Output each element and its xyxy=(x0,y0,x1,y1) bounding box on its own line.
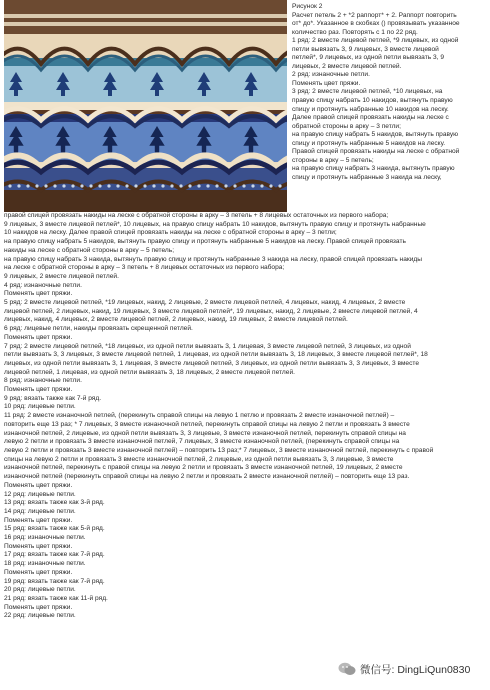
knitting-sample-photo xyxy=(4,0,287,212)
intro-line: Поменять цвет пряжи. xyxy=(292,79,361,87)
instruction-line: 9 лицевых, 2 вместе лицевой петлей. xyxy=(4,272,119,280)
instruction-line: накиды на леске с обратной стороны в арку – 5 петель; xyxy=(4,246,175,254)
instruction-line: изнаночной петлей, перекинуть с правой спицы на левую 2 петли и провязать 3 вместе изнаночной петлей, 19 лицевых, 2 вместе xyxy=(4,464,403,472)
watermark-text: 微信号: DingLiQun0830 xyxy=(360,663,471,676)
intro-line: 2 ряд: изнаночные петли. xyxy=(292,71,370,79)
pattern-intro-text xyxy=(292,3,488,182)
instruction-line: левую 2 петли и провязать 3 вместе изнаночной петлей, 7 лицевых, 3 вместе изнаночной петлей, (перекинуть справой спицы на xyxy=(4,438,400,446)
instruction-line: 13 ряд: вязать также как 3-й ряд. xyxy=(4,499,105,507)
instruction-line: повторить еще 13 раз; * 7 лицевых, 3 вместе изнаночной петлей, перекинуть справой спицы на левую 2 петли и провязать 3 вместе xyxy=(4,420,410,428)
intro-line: петлей*, 9 лицевых, из одной петли вывязать 3, 9 xyxy=(292,54,444,62)
instruction-line: петли вывязать 3, 3 лицевых, 3 вместе лицевой петлей, 1 лицевая, из одной петли вывязать 3, 18 лицевых, 3 вместе лицевой петлей*, 18 xyxy=(4,351,428,359)
instruction-line: 5 ряд: 2 вместе лицевой петлей, *19 лицевых, накид, 2 лицевые, 2 вместе лицевой петлей, 4 лицевых, накид, 4 лицевых, 2 вместе xyxy=(4,299,406,307)
wechat-icon xyxy=(338,662,356,676)
instruction-line: Поменять цвет пряжи. xyxy=(4,516,73,524)
instruction-line: 18 ряд: изнаночные петли. xyxy=(4,560,86,568)
intro-line: от* до*. Указанное в скобках () провязывать указанное xyxy=(292,20,460,28)
instruction-line: 7 ряд: 2 вместе лицевой петлей, *18 лицевых, из одной петли вывязать 3, 1 лицевая, 3 вместе лицевой петлей, 3 лицевых, из одной xyxy=(4,342,411,350)
intro-line: лицевых, 2 вместе лицевой петлей. xyxy=(292,62,402,70)
intro-line: Расчет петель 2 + *2 раппорт* + 2. Раппорт повторить xyxy=(292,11,457,19)
instruction-line: Поменять цвет пряжи. xyxy=(4,542,73,550)
instruction-line: на правую спицу набрать 3 накида, вытянуть правую спицу и протянуть набранные 3 накида на леску, правой спицей провязать накиды xyxy=(4,255,423,263)
intro-line: спицу и протянуть набранные 10 накидов на леску. xyxy=(292,105,449,113)
instruction-line: 10 ряд: лицевые петли. xyxy=(4,403,76,411)
intro-line: правую спицу набрать 10 накидов, вытянуть правую xyxy=(292,97,453,105)
instruction-line: 20 ряд: лицевые петли. xyxy=(4,586,76,594)
instruction-line: Поменять цвет пряжи. xyxy=(4,568,73,576)
instruction-line: 9 лицевых, 3 вместе лицевой петлей*, 10 лицевых, на правую спицу набрать 10 накидов, вытянуть правую спицу и протянуть набранные xyxy=(4,220,426,228)
intro-line: на правую спицу набрать 3 накида, вытянуть правую xyxy=(292,165,455,173)
instruction-line: Поменять цвет пряжи. xyxy=(4,481,73,489)
instruction-line: 9 ряд: вязать также как 7-й ряд. xyxy=(4,394,102,402)
instruction-line: на леске с обратной стороны в арку – 3 петель + 8 лицевых остаточных из первого набора; xyxy=(4,264,285,272)
instruction-line: 8 ряд: изнаночные петли. xyxy=(4,377,82,385)
intro-line: Правой спицей провязать накиды на леске с обратной xyxy=(292,148,460,156)
instruction-line: левую 2 петли и провязать 3 вместе изнаночной петлей) – повторить 13 раз;* 7 лицевых, 3 вместе изнаночной петлей, перекинуть с правой xyxy=(4,446,434,454)
intro-line: 3 ряд: 2 вместе лицевой петлей, *10 лицевых, на xyxy=(292,88,443,96)
instruction-line: 15 ряд: вязать также как 5-й ряд. xyxy=(4,525,105,533)
watermark xyxy=(338,659,470,679)
instruction-line: спицы на левую 2 петли и провязать 3 вместе изнаночной петлей, 2 лицевые, из одной петли вывязать 3, 3 лицевые, 3 вместе xyxy=(4,455,394,463)
instruction-line: изнаночной петлей (перекинуть справой спицы на левую 2 петли и провязать 2 вместе изнаночной петлей) – повторить еще 13 раз. xyxy=(4,473,410,481)
instruction-line: 16 ряд: изнаночные петли. xyxy=(4,534,86,542)
instruction-line: Поменять цвет пряжи. xyxy=(4,386,73,394)
instruction-line: Поменять цвет пряжи. xyxy=(4,603,73,611)
instruction-line: 6 ряд: лицевые петли, накиды провязать скрещенной петлей. xyxy=(4,325,193,333)
instruction-line: 4 ряд: изнаночные петли. xyxy=(4,281,82,289)
instruction-line: лицевой петлей, 1 лицевая, из одной петли вывязать 3, 18 лицевых, 2 вместе лицевой петлей. xyxy=(4,368,295,376)
intro-line: спицу и протянуть набранные 5 накидов на леску. xyxy=(292,139,446,147)
instruction-line: на правую спицу набрать 5 накидов, вытянуть правую спицу и протянуть набранные 5 накидов на леску. Правой спицей провязать xyxy=(4,238,406,246)
intro-line: Далее правой спицей провязать накиды на леске с xyxy=(292,114,449,122)
instruction-line: 14 ряд: лицевые петли. xyxy=(4,507,76,515)
intro-line: количество раз. Повторять с 1 по 22 ряд. xyxy=(292,28,418,36)
intro-line: петли вывязать 3, 9 лицевых, 3 вместе лицевой xyxy=(292,45,439,53)
instruction-line: правой спицей провязать накиды на леске с обратной стороны в арку – 3 петель + 8 лицевых остаточных из первого набора; xyxy=(4,212,389,219)
intro-line: стороны в арку – 5 петель; xyxy=(292,156,374,164)
instruction-line: Поменять цвет пряжи. xyxy=(4,290,73,298)
instruction-line: 12 ряд: лицевые петли. xyxy=(4,490,76,498)
instruction-line: 21 ряд: вязать также как 11-й ряд. xyxy=(4,594,108,602)
instruction-line: Поменять цвет пряжи. xyxy=(4,333,73,341)
instruction-line: 17 ряд: вязать также как 7-й ряд. xyxy=(4,551,105,559)
intro-line: Рисунок 2 xyxy=(292,3,323,10)
instruction-line: лицевых, из одной петли вывязать 3, 1 лицевая, 3 вместе лицевой петлей, 3 лицевых, из одной петли вывязать 3, 3 лицевых, 3 вместе xyxy=(4,359,419,367)
instruction-line: 22 ряд: лицевые петли. xyxy=(4,612,76,620)
intro-line: на правую спицу набрать 5 накидов, вытянуть правую xyxy=(292,131,459,139)
intro-line: спицу и протянуть набранные 3 накида на леску, xyxy=(292,173,442,181)
instruction-line: 19 ряд: вязать также как 7-й ряд. xyxy=(4,577,105,585)
pattern-instructions-text xyxy=(4,212,488,621)
instruction-line: 10 накидов на леску. Далее правой спицей провязать накиды на леске с обратной стороны в арку – 3 петли; xyxy=(4,229,337,237)
intro-line: 1 ряд: 2 вместе лицевой петлей, *9 лицевых, из одной xyxy=(292,37,459,45)
instruction-line: лицевых, накид, 4 лицевых, 2 вместе лицевой петлей, 2 лицевых, накид, 19 лицевых, 2 вместе лицевой петлей. xyxy=(4,316,348,324)
instruction-line: 11 ряд: 2 вместе изнаночной петлей, (перекинуть справой спицы на левую 1 петлю и провязать 2 вместе изнаночной петлей) – xyxy=(4,412,395,420)
intro-line: обратной стороны в арку – 3 петли; xyxy=(292,122,401,130)
instruction-line: изнаночной петлей, 2 лицевые, из одной петли вывязать 3, 3 лицевые, 3 вместе изнаночной петлей, перекинуть справой спицы на xyxy=(4,429,406,437)
instruction-line: лицевой петлей, 2 лицевых, накид, 19 лицевых, 3 вместе лицевой петлей*, 19 лицевых, накид, 2 лицевые, 2 вместе лицевой петлей, 4 xyxy=(4,307,418,315)
